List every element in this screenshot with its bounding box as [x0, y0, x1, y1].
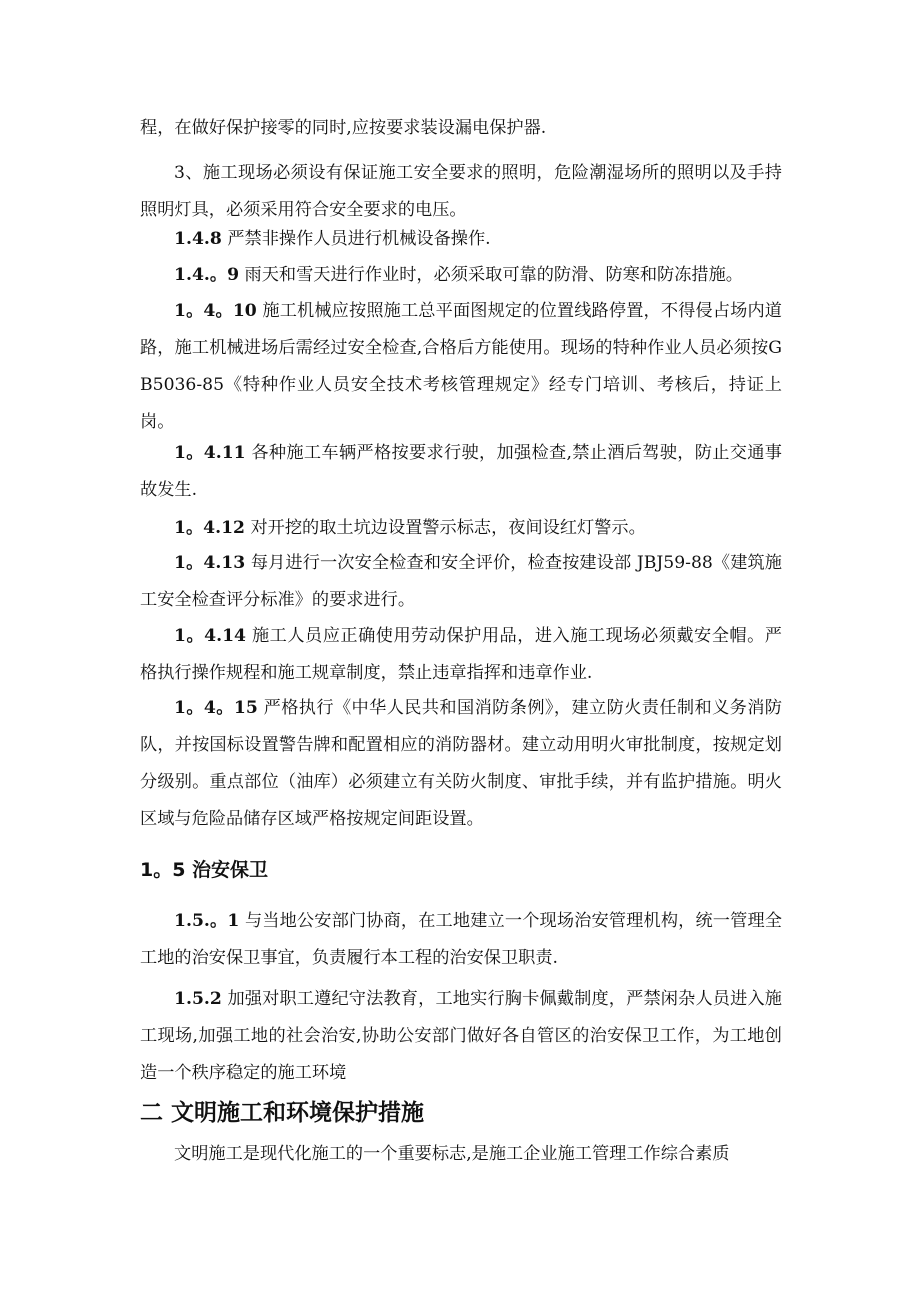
paragraph-text: 严禁非操作人员进行机械设备操作. — [227, 229, 491, 249]
paragraph-continuation — [140, 110, 782, 147]
paragraph-1-4-15 — [140, 690, 782, 838]
paragraph-text: 加强对职工遵纪守法教育，工地实行胸卡佩戴制度，严禁闲杂人员进入施工现场,加强工地的社会治安,协助公安部门做好各自管区的治安保卫工作，为工地创造一个秩序稳定的施工环境 — [140, 989, 782, 1083]
paragraph-text: 3、施工现场必须设有保证施工安全要求的照明，危险潮湿场所的照明以及手持照明灯具，必须采用符合安全要求的电压。 — [140, 163, 782, 220]
paragraph-1-4-10 — [140, 293, 782, 441]
paragraph-text: 雨天和雪天进行作业时，必须采取可靠的防滑、防寒和防冻措施。 — [244, 265, 743, 285]
paragraph-1-5-2 — [140, 981, 782, 1092]
paragraph-text: 程，在做好保护接零的同时,应按要求装设漏电保护器. — [140, 118, 547, 138]
clause-number: 1.4.8 — [174, 229, 222, 249]
clause-number: 1。4。10 — [174, 301, 257, 321]
section-heading-2: 二 文明施工和环境保护措施 — [140, 1100, 425, 1126]
clause-number: 1.4.。9 — [174, 265, 240, 285]
clause-number: 1。4.12 — [174, 518, 246, 538]
paragraph-1-4-11 — [140, 435, 782, 509]
paragraph-1-4-8 — [140, 221, 782, 258]
clause-number: 1。4.14 — [174, 626, 246, 646]
clause-number: 1.5.。1 — [174, 911, 240, 931]
clause-number: 1。4.11 — [174, 443, 246, 463]
paragraph-1-4-14 — [140, 618, 782, 692]
paragraph-text: 施工机械应按照施工总平面图规定的位置线路停置，不得侵占场内道路，施工机械进场后需经过安全检查,合格后方能使用。现场的特种作业人员必须按GB5036-85《特种作业人员安全技术考核管理规定》经专门培训、考核后，持证上岗。 — [140, 301, 782, 432]
paragraph-text: 与当地公安部门协商，在工地建立一个现场治安管理机构，统一管理全工地的治安保卫事宜，负责履行本工程的治安保卫职责. — [140, 911, 782, 968]
paragraph-1-4-9 — [140, 257, 782, 294]
clause-number: 1.5.2 — [174, 989, 222, 1009]
clause-number: 1。4。15 — [174, 698, 258, 718]
paragraph-text: 严格执行《中华人民共和国消防条例》，建立防火责任制和义务消防队，并按国标设置警告牌和配置相应的消防器材。建立动用明火审批制度，按规定划分级别。重点部位（油库）必须建立有关防火制度、审批手续，并有监护措施。明火区域与危险品储存区域严格按规定间距设置。 — [140, 698, 782, 829]
paragraph-1-4-13 — [140, 545, 782, 619]
paragraph-intro-section-2 — [140, 1136, 782, 1173]
section-heading-1-5: 1。5 治安保卫 — [140, 859, 269, 881]
paragraph-text: 各种施工车辆严格按要求行驶，加强检查,禁止酒后驾驶，防止交通事故发生. — [140, 443, 782, 500]
paragraph-text: 施工人员应正确使用劳动保护用品，进入施工现场必须戴安全帽。严格执行操作规程和施工规章制度，禁止违章指挥和违章作业. — [140, 626, 782, 683]
paragraph-text: 对开挖的取土坑边设置警示标志，夜间设红灯警示。 — [250, 518, 646, 538]
paragraph-1-5-1 — [140, 903, 782, 977]
paragraph-1-4-12 — [140, 510, 782, 547]
paragraph-text: 每月进行一次安全检查和安全评价，检查按建设部 JBJ59-88《建筑施工安全检查评分标准》的要求进行。 — [140, 553, 782, 610]
clause-number: 1。4.13 — [174, 553, 246, 573]
paragraph-item-3 — [140, 155, 782, 229]
paragraph-text: 文明施工是现代化施工的一个重要标志,是施工企业施工管理工作综合素质 — [174, 1144, 730, 1164]
